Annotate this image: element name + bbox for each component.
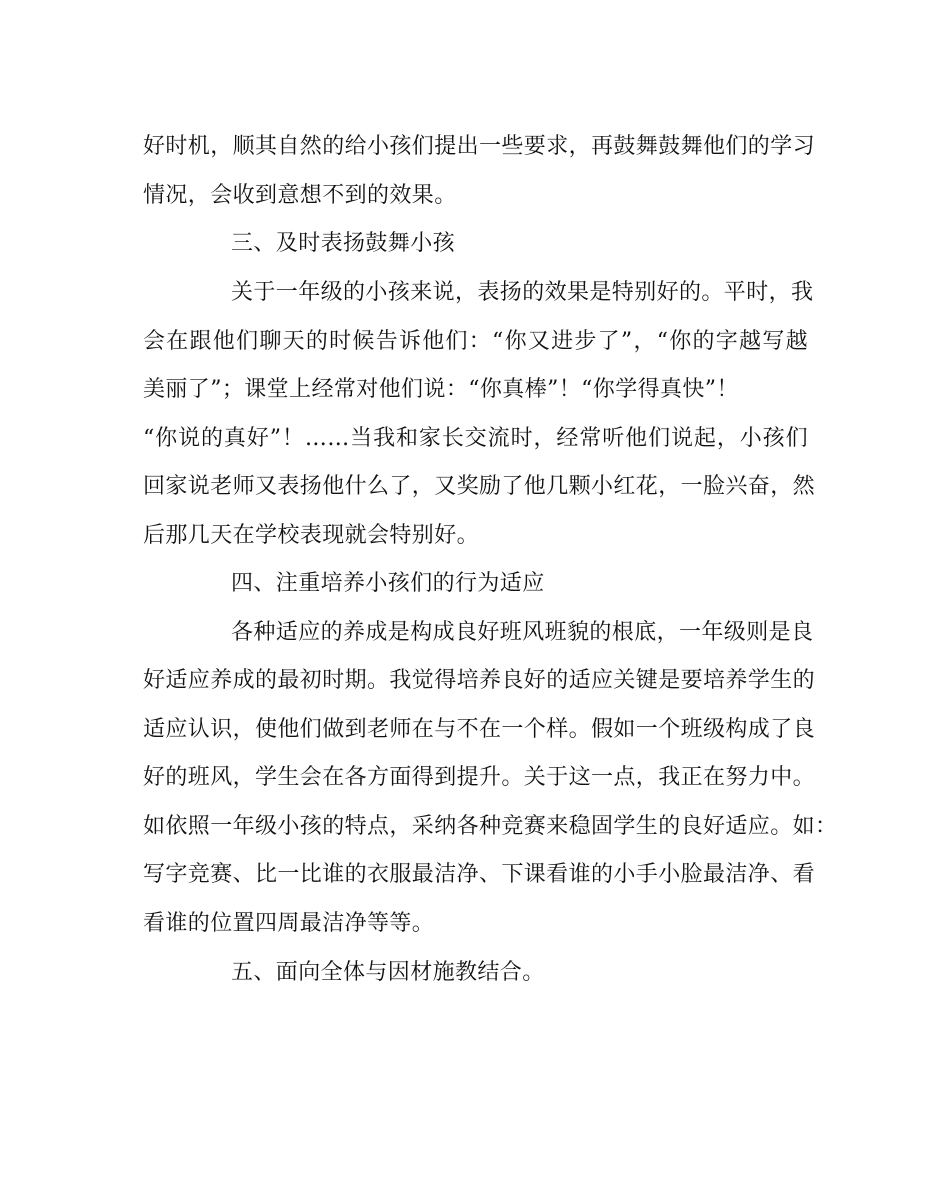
text-line: 后那几天在学校表现就会特别好。: [143, 523, 480, 548]
text-line: 美丽了”；课堂上经常对他们说：“你真棒”！“你学得真快”！: [143, 377, 739, 402]
section-heading: 四、注重培养小孩们的行为适应: [231, 571, 545, 596]
text-line: 回家说老师又表扬他什么了，又奖励了他几颗小红花，一脸兴奋，然: [143, 474, 816, 499]
text-line: 会在跟他们聊天的时候告诉他们：“你又进步了”，“你的字越写越: [143, 329, 808, 354]
text-line: 如依照一年级小孩的特点，采纳各种竞赛来稳固学生的良好适应。如：: [143, 814, 838, 839]
text-line: “你说的真好”！……当我和家长交流时，经常听他们说起，小孩们: [143, 426, 808, 451]
section-heading: 三、及时表扬鼓舞小孩: [231, 231, 456, 256]
text-line: 各种适应的养成是构成良好班风班貌的根底，一年级则是良: [231, 620, 814, 645]
text-line: 写字竞赛、比一比谁的衣服最洁净、下课看谁的小手小脸最洁净、看: [143, 862, 816, 887]
text-line: 看谁的位置四周最洁净等等。: [143, 911, 435, 936]
text-line: 好时机，顺其自然的给小孩们提出一些要求，再鼓舞鼓舞他们的学习: [143, 134, 816, 159]
text-line: 好的班风，学生会在各方面得到提升。关于这一点，我正在努力中。: [143, 765, 816, 790]
text-line: 关于一年级的小孩来说，表扬的效果是特别好的。平时，我: [231, 280, 814, 305]
text-line: 情况，会收到意想不到的效果。: [143, 183, 457, 208]
text-line: 好适应养成的最初时期。我觉得培养良好的适应关键是要培养学生的: [143, 668, 816, 693]
section-heading: 五、面向全体与因材施教结合。: [231, 960, 545, 985]
text-line: 适应认识，使他们做到老师在与不在一个样。假如一个班级构成了良: [143, 717, 816, 742]
